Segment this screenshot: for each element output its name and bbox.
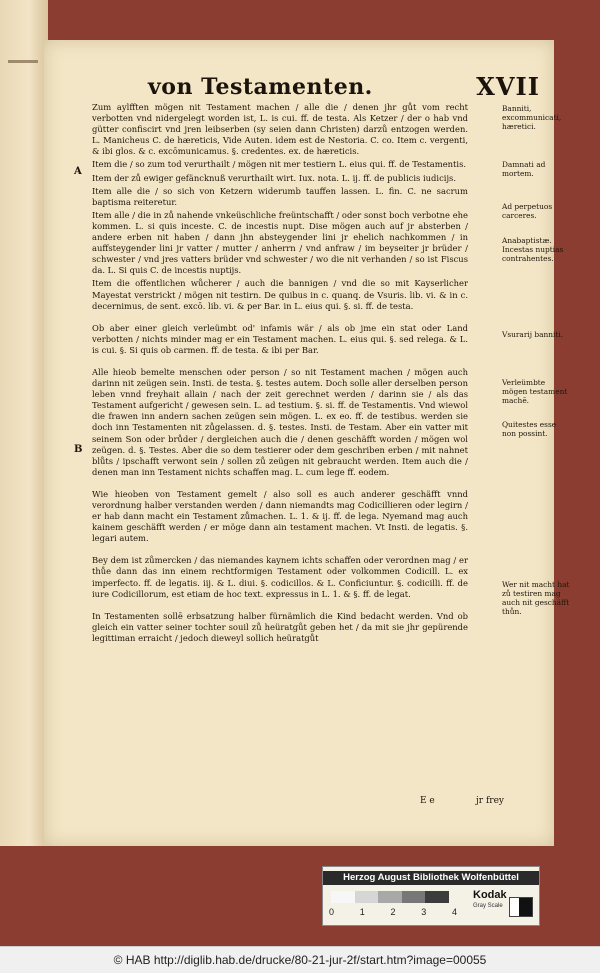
- scale-number: 1: [359, 907, 365, 917]
- gray-swatch: [355, 891, 379, 903]
- scale-number: 3: [421, 907, 427, 917]
- paragraph: Alle hieob bemelte menschen oder person / so nit Testament machen / mögen auch darinn nit zeügen sein. Insti. de testa. §. testes autem. Doch solle aller derselben person leben vnnd freyhait allain / nach der zeit gerechnet werden / darinn sie / als das Testament aufgericht / gewesen sein. L. ad testium. §. si. ff. de Testamentis. Vnd wiewol die frawen inn andern sachen zeügen sein mögen. L. ex eo. ff. de testibus. werden sie doch inn Testamenten nit zůgelassen. d. §. testes. Insti. de Testam. Aber ein vatter mit seinem Son oder brůder / dergleichen auch die / denen geschäfft worden / mögen wol zeügen. d. §. Testes. Aber die so dem testierer oder dem geschriben erben / mit nahnet blůts / ipschafft verwont sein / sollen zů zeügen nit gebraucht werden. Item auch die / denen man inn Testament nichts schaffen mag. L. cum lege ff. eodem.: [92, 366, 468, 477]
- scale-number: 4: [451, 907, 457, 917]
- page-header: [44, 40, 554, 100]
- paragraph: Item die / so zum tod verurthailt / mögen nit mer testiern L. eius qui. ff. de Testamentis.: [92, 159, 467, 170]
- signature-mark: E e: [420, 796, 435, 806]
- paragraph: Item die offentlichen wůcherer / auch die bannigen / vnd die so mit Kayserlicher Mayestat verstrickt / mögen nit testirn. De quibus in c. quanq. de Vsuris. lib. vi. & in c. decernimus, de sent. excō. lib. vi. & per Bar. in L. eius qui. §. si. ff. de testa.: [92, 278, 468, 311]
- margin-note: Verleümbte mögen testament machē.: [502, 378, 568, 405]
- scale-number: 0: [329, 907, 335, 917]
- gray-swatch: [378, 891, 402, 903]
- facing-page-rule: [8, 60, 38, 63]
- margin-note: Anabaptistæ. Incestas nuptias contrahentes.: [502, 236, 564, 263]
- margin-note: Banniti, excommunicati, hæretici.: [502, 104, 562, 131]
- gray-swatch: [425, 891, 449, 903]
- copyright-link[interactable]: © HAB http://diglib.hab.de/drucke/80-21-jur-2f/start.htm?image=00055: [113, 953, 487, 967]
- margin-note: Wer nit macht hat zů testiren mag auch nit geschäfft thůn.: [502, 580, 570, 616]
- margin-note: Vsurarij banniti.: [502, 330, 564, 339]
- paragraph: Wie hieoben von Testament gemelt / also soll es auch anderer geschäfft vnnd verordnung halber verstanden werden / dann niemandts mag Codicillieren oder legirn / er hab dann macht ein Testament zůmachen. L. 1. & ij. ff. de lega. Nyemand mag auch kainem geschäfft werden / er möge dann ain testament machen. Vt Insti. de legatis. §. legari autem.: [92, 488, 468, 544]
- institution-label: Herzog August Bibliothek Wolfenbüttel: [323, 871, 539, 885]
- margin-note: Damnati ad mortem.: [502, 160, 546, 178]
- color-calibration-card: [322, 866, 540, 926]
- running-title: von Testamenten.: [148, 74, 373, 100]
- gray-swatch: [331, 891, 355, 903]
- scale-number: 2: [390, 907, 396, 917]
- margin-note: Quitestes esse non possint.: [502, 420, 557, 438]
- paragraph: Zum aylfften mögen nit Testament machen / alle die / denen jhr gůt vom recht verbotten vnd nidergelegt worden ist, L. is cui. ff. de testa. Als Ketzer / der o hab vnd gütter confiscirt vnd jren leibserben (sy seien dann Christen) darzů entzogen werden. L. Manicheus C. de hæreticis, Vide Auten. idem est de Nestoria. C. co. Item c. vergenti, & ibi glos. & c. excōmunicamus. §. credentes. ex. de hæreticis.: [92, 102, 468, 157]
- paragraph: Item alle die / so sich von Ketzern widerumb tauffen lassen. L. fin. C. ne sacrum baptisma reiteretur.: [92, 185, 468, 207]
- contrast-swatch: [509, 897, 533, 917]
- book-page: [44, 40, 570, 846]
- gray-swatch: [402, 891, 426, 903]
- paragraph: Item der zů ewiger gefäncknuß verurthailt wirt. Iux. nota. L. ij. ff. de publicis iudicijs.: [92, 172, 457, 183]
- gray-scale-strip: [331, 891, 449, 903]
- paragraph: Bey dem ist zůmercken / das niemandes kaynem ichts schaffen oder verordnen mag / er thůe dann das inn einem rechtformigen Testament oder volkommen Codicill. L. ex imperfecto. ff. de legatis. iij. & L. diui. §. codicillos. & L. Conficiuntur. §. codicilli. ff. de iure Codicillorum, est etiam de hoc text. expressus in L. 1. & §. ff. de legat.: [92, 555, 468, 599]
- section-mark-a: A: [74, 166, 82, 177]
- gray-scale-label: Gray Scale: [473, 903, 503, 909]
- copyright-footer: [0, 946, 600, 973]
- folio-number: XVII: [476, 72, 540, 101]
- main-text: [92, 102, 468, 646]
- scale-numbers: [329, 907, 457, 917]
- paragraph: Ob aber einer gleich verleümbt od' infamis wär / als ob jme ein stat oder Land verbotten / nichts minder mag er ein Testament machen. L. eius qui. §. sed relega. & L. is cui. §. Si quis ob carmen. ff. de testa. & ibi per Bar.: [92, 322, 468, 355]
- brand-label: Kodak: [473, 889, 507, 901]
- paragraph: In Testamenten sollē erbsatzung halber fürnämlich die Kind bedacht werden. Vnd ob gleich ein vatter seiner tochter souil zů heüratgůt geben het / da mit sie jhr gepürende legittiman erraicht / jedoch dieweyl sollich heüratgůt: [92, 610, 468, 643]
- section-mark-b: B: [74, 444, 83, 455]
- facing-page-edge: [0, 0, 48, 846]
- margin-note: Ad perpetuos carceres.: [502, 202, 553, 220]
- catchword: jr frey: [476, 796, 504, 806]
- paragraph: Item alle / die in zů nahende vnkeüschliche freüntschafft / oder sonst boch verbotne ehe kommen. L. si quis inceste. C. de incestis nupt. Dise mögen auch auf jr absterben / andere erben nit haben / dann jhn absteygender lini jr ehelich nachkommen / in auffsteygender lini jr vatter / mutter / anherrn / vnd anfraw / im beyseiter jr brüder / schwester / vnd jres vatters brüder vnd schwester / wo die nit verhanden / so ist Fiscus da. L. Si quis C. de incestis nuptijs.: [92, 209, 468, 276]
